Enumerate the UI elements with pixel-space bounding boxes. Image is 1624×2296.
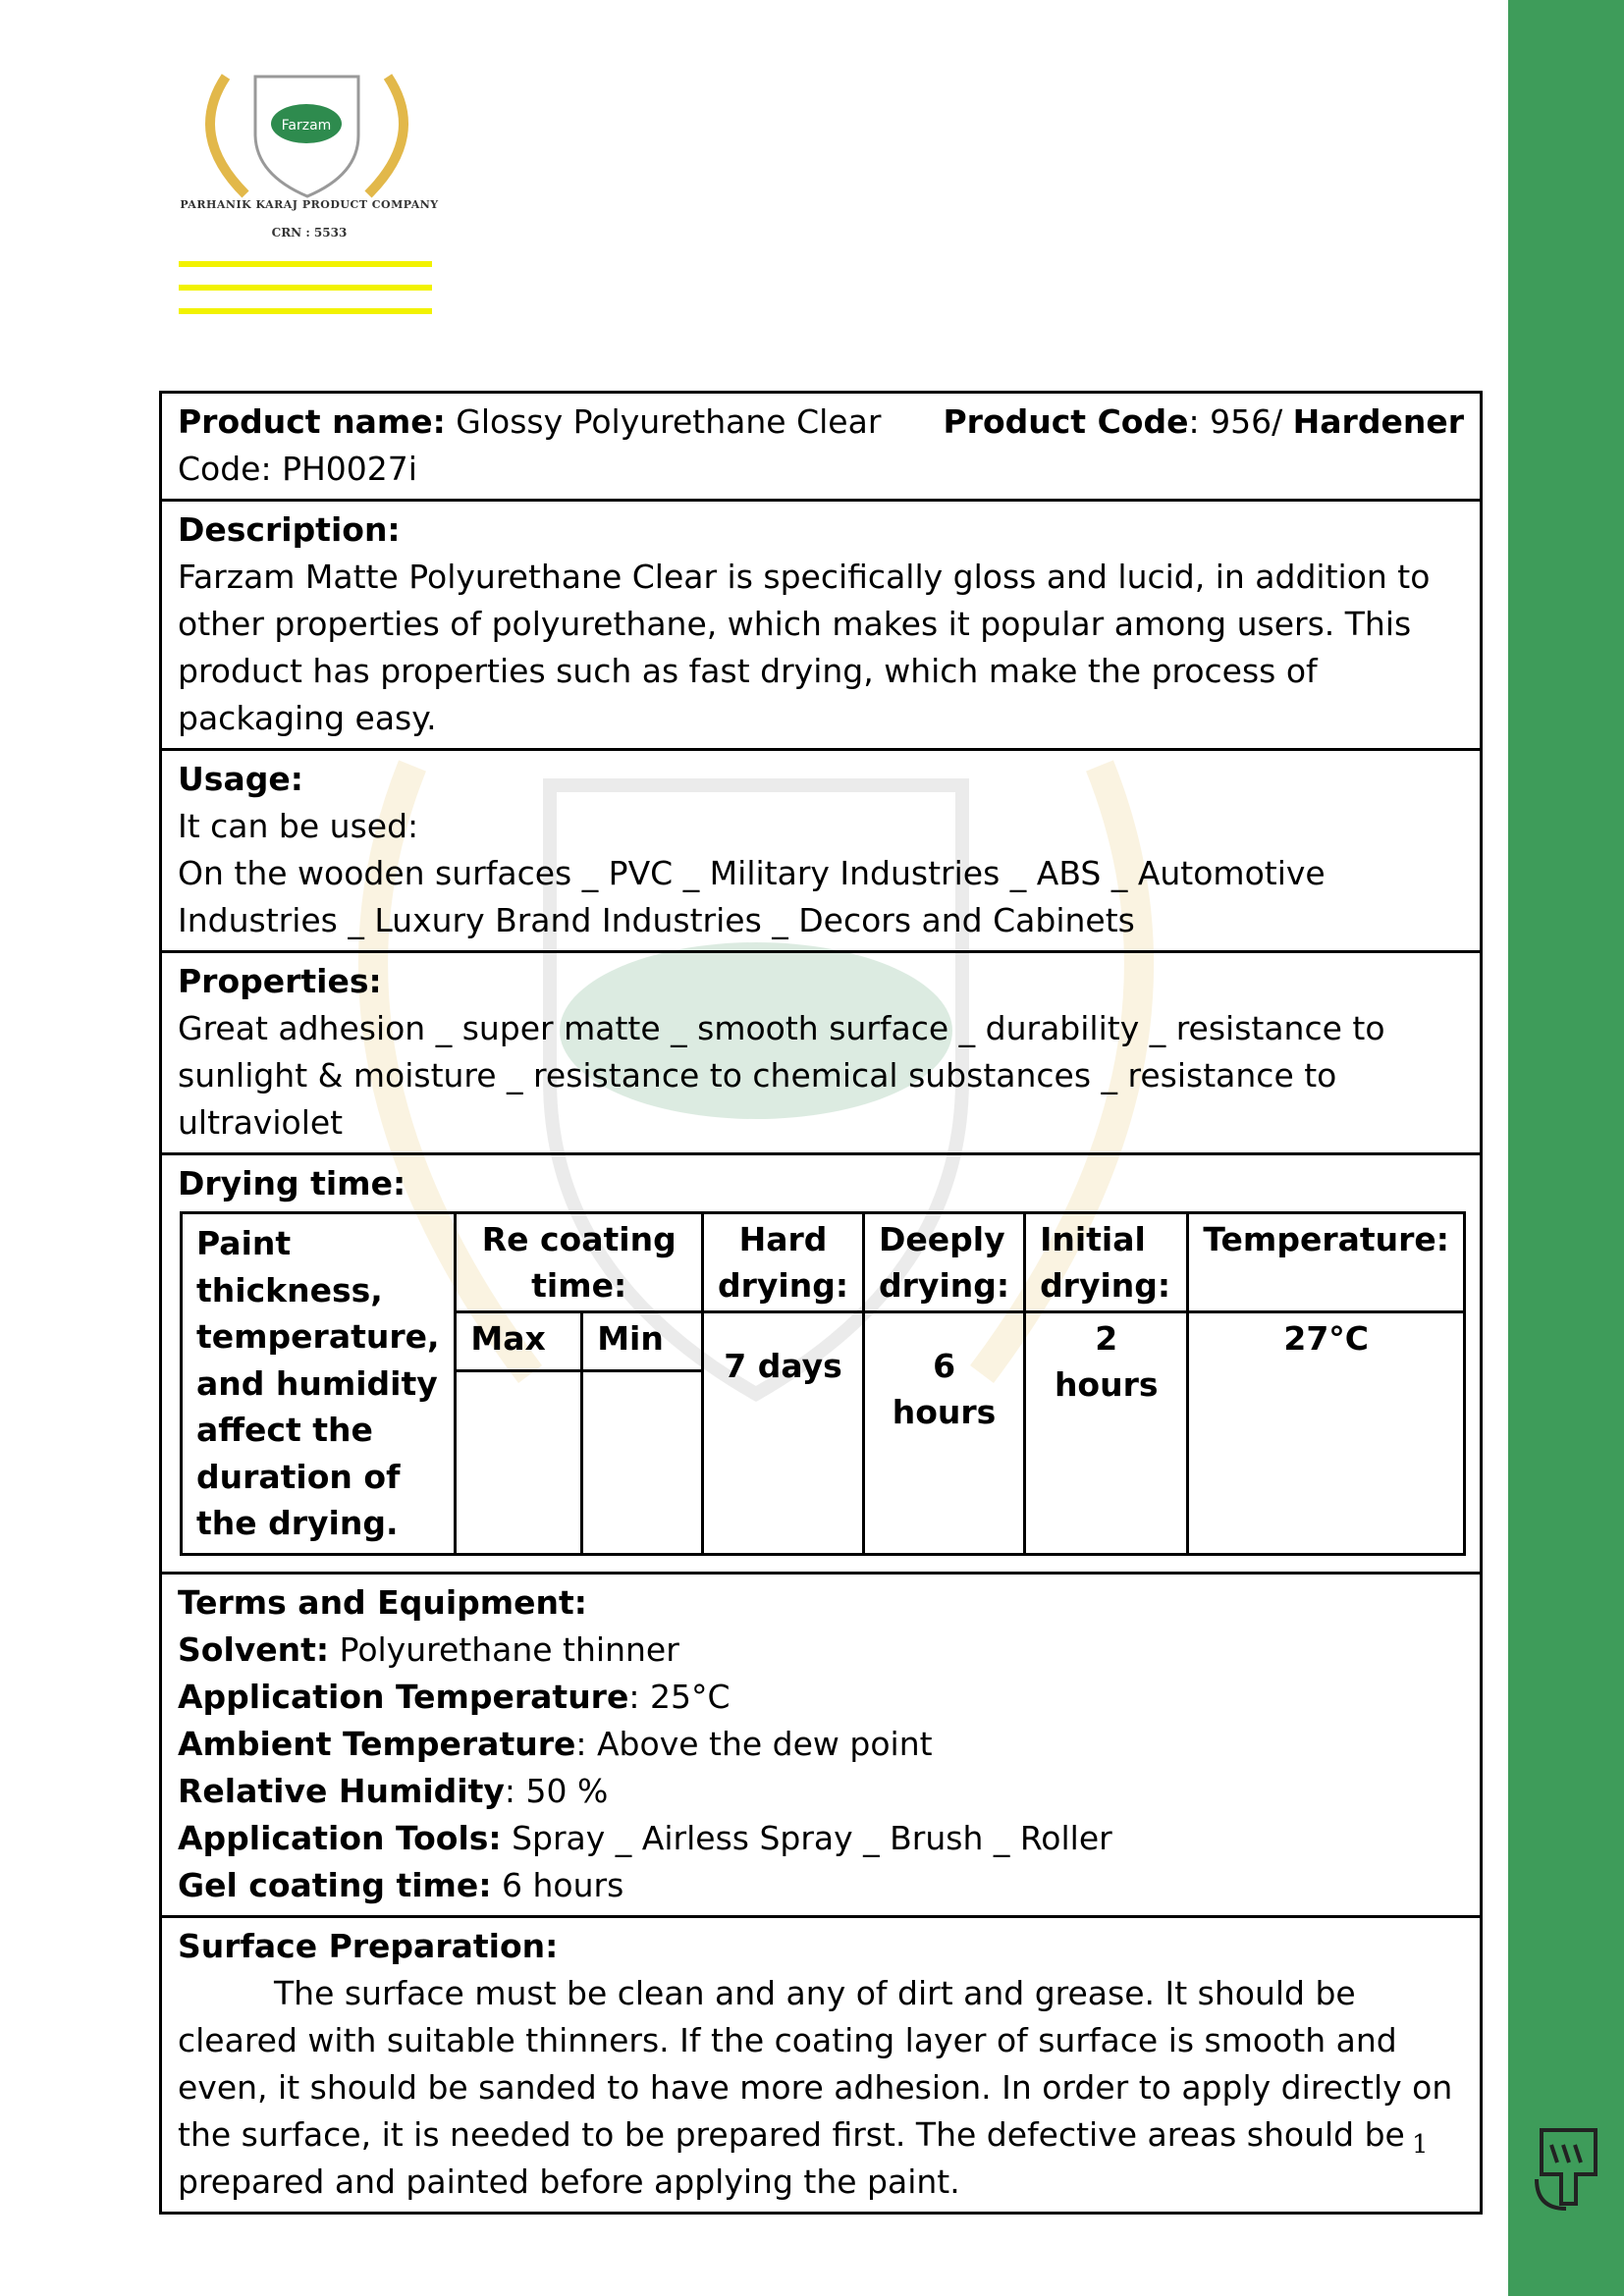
properties-title: Properties: (178, 962, 382, 1000)
description-section (162, 502, 1480, 751)
standard-mark-icon (1522, 2110, 1615, 2287)
initial-drying-value: 2 hours (1025, 1312, 1188, 1555)
product-name-label: Product name: (178, 402, 446, 441)
ambient-temperature-value: : Above the dew point (575, 1724, 933, 1763)
solvent-value: Polyurethane thinner (329, 1629, 679, 1669)
temperature-value: 27°C (1188, 1312, 1465, 1555)
surface-text: The surface must be clean and any of dirt and grease. It should be cleared with suitable thinners. If the coating layer of surface is smooth and even, it should be sanded to have more adhesion. In order to apply directly on the surface, it is needed to be prepared first. The defective areas should be prepared and painted before applying the paint. (178, 1973, 1453, 2201)
terms-title: Terms and Equipment: (178, 1582, 587, 1622)
gel-coating-label: Gel coating time: (178, 1865, 492, 1904)
logo-text: Farzam (281, 118, 332, 133)
product-name-value: Glossy Polyurethane Clear (445, 402, 882, 441)
usage-line-2: On the wooden surfaces _ PVC _ Military Industries _ ABS _ Automotive Industries _ Luxury Brand Industries _ Decors and Cabinets (178, 854, 1326, 939)
side-color-bar (1508, 0, 1624, 2296)
properties-section (162, 953, 1480, 1155)
drying-title: Drying time: (178, 1164, 406, 1202)
product-code-value: : 956/ (1188, 402, 1293, 441)
usage-section (162, 751, 1480, 953)
usage-line-1: It can be used: (178, 807, 419, 845)
recoating-max-label: Max (456, 1312, 582, 1371)
yellow-divider (179, 261, 432, 267)
application-tools-value: Spray _ Airless Spray _ Brush _ Roller (501, 1818, 1112, 1857)
drying-paint-note: Paint thickness, temperature, and humidity affect the duration of the drying. (182, 1213, 456, 1555)
code-label: Code (178, 450, 261, 488)
solvent-label: Solvent: (178, 1629, 330, 1669)
recoating-min-label: Min (582, 1312, 703, 1371)
page-number: 1 (1412, 2130, 1429, 2160)
hard-drying-header: Hard drying: (703, 1213, 864, 1312)
surface-title: Surface Preparation: (178, 1926, 559, 1965)
application-tools-label: Application Tools: (178, 1818, 502, 1857)
usage-title: Usage: (178, 760, 303, 798)
recoating-min-value (582, 1370, 703, 1554)
description-title: Description: (178, 510, 401, 549)
drying-time-table (180, 1211, 1466, 1556)
recoating-header: Re coating time: (456, 1213, 703, 1312)
company-crn: CRN : 5533 (271, 226, 348, 240)
yellow-divider (179, 285, 432, 291)
relative-humidity-label: Relative Humidity (178, 1771, 505, 1810)
company-name: PARHANIK KARAJ PRODUCT COMPANY (180, 198, 439, 211)
initial-drying-header: Initial drying: (1025, 1213, 1188, 1312)
drying-section (162, 1155, 1480, 1575)
application-temperature-label: Application Temperature (178, 1677, 629, 1716)
relative-humidity-value: : 50 % (504, 1771, 609, 1810)
recoating-max-value (456, 1370, 582, 1554)
description-text: Farzam Matte Polyurethane Clear is specifically gloss and lucid, in addition to other properties of polyurethane, which makes it popular among users. This product has properties such as fast drying, which make the process of packaging easy. (178, 558, 1431, 737)
code-value: : PH0027i (260, 450, 417, 488)
terms-section (162, 1575, 1480, 1918)
yellow-divider (179, 308, 432, 314)
deeply-drying-header: Deeply drying: (864, 1213, 1025, 1312)
hard-drying-value: 7 days (703, 1312, 864, 1555)
product-section (162, 394, 1480, 502)
properties-text: Great adhesion _ super matte _ smooth surface _ durability _ resistance to sunlight & moisture _ resistance to chemical substances _ resistance to ultraviolet (178, 1009, 1385, 1142)
application-temperature-value: : 25°C (628, 1677, 731, 1716)
datasheet-table (159, 391, 1483, 2215)
gel-coating-value: 6 hours (491, 1865, 624, 1904)
deeply-drying-value: 6 hours (864, 1312, 1025, 1555)
product-code-label: Product Code (943, 402, 1189, 441)
hardener-label: Hardener (1292, 402, 1464, 441)
surface-section (162, 1918, 1480, 2212)
ambient-temperature-label: Ambient Temperature (178, 1724, 576, 1763)
temperature-header: Temperature: (1188, 1213, 1465, 1312)
